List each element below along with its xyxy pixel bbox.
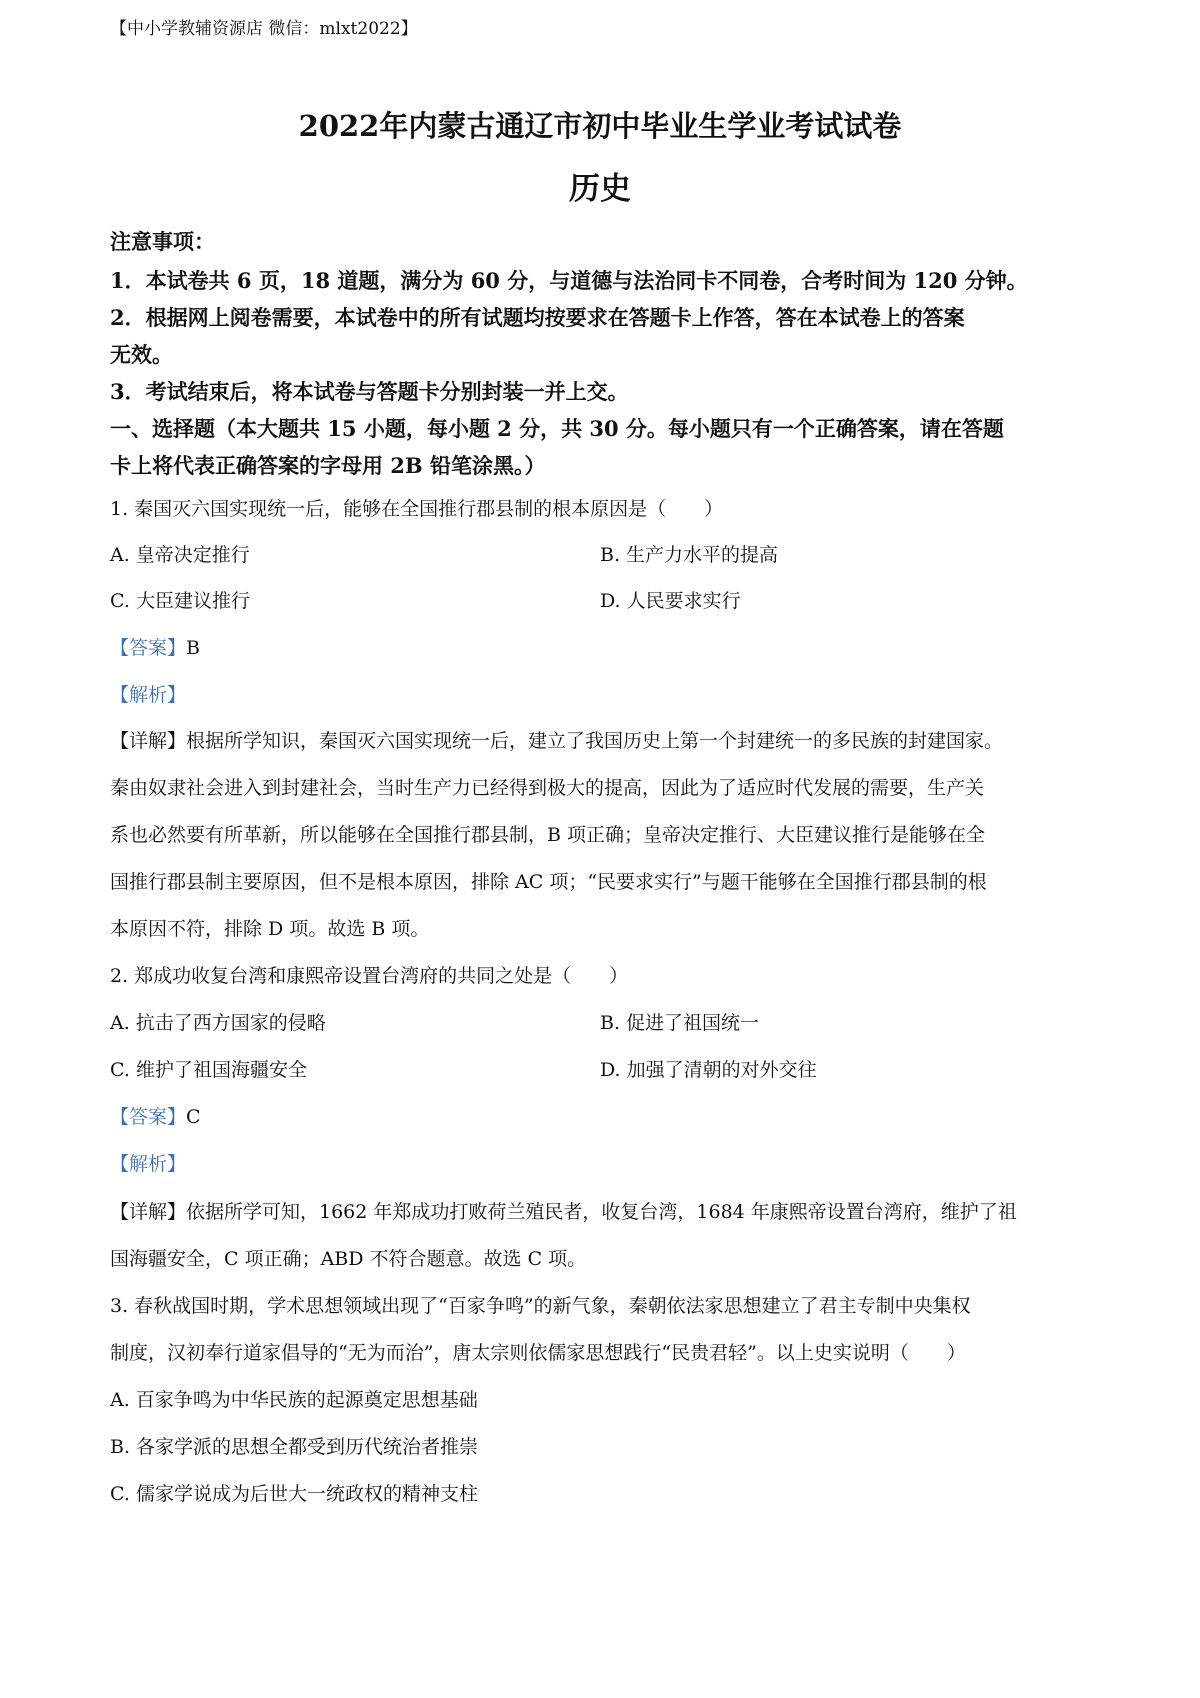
- question-1-option-d: D. 人民要求实行: [600, 590, 741, 612]
- question-2-answer: [110, 1102, 1095, 1129]
- question-2-option-b: B. 促进了祖国统一: [600, 1012, 760, 1034]
- notice-item-2-cont: 无效。: [110, 342, 173, 367]
- question-1-detail: 秦由奴隶社会进入到封建社会，当时生产力已经得到极大的提高，因此为了适应时代发展的需要，生产关: [110, 777, 985, 799]
- question-3-stem: 3. 春秋战国时期，学术思想领域出现了“百家争鸣”的新气象，秦朝依法家思想建立了君主专制中央集权: [110, 1295, 971, 1317]
- question-3-option-c: C. 儒家学说成为后世大一统政权的精神支柱: [110, 1483, 478, 1505]
- question-1-detail: 【详解】根据所学知识，秦国灭六国实现统一后，建立了我国历史上第一个封建统一的多民族的封建国家。: [110, 730, 1004, 752]
- watermark-text: 【中小学教辅资源店 微信：mlxt2022】: [110, 19, 418, 39]
- question-1-detail: 系也必然要有所革新，所以能够在全国推行郡县制，B 项正确；皇帝决定推行、大臣建议推行是能够在全: [110, 824, 986, 846]
- notice-item-3: 3．考试结束后，将本试卷与答题卡分别封装一并上交。: [110, 379, 629, 404]
- section-heading: 一、选择题（本大题共 15 小题，每小题 2 分，共 30 分。每小题只有一个正确答案，请在答题: [110, 416, 1004, 441]
- question-2-detail: 【详解】依据所学可知，1662 年郑成功打败荷兰殖民者，收复台湾，1684 年康熙帝设置台湾府，维护了祖: [110, 1201, 1017, 1223]
- answer-value: B: [186, 637, 200, 659]
- question-1-option-a: A. 皇帝决定推行: [110, 544, 250, 566]
- question-2-option-d: D. 加强了清朝的对外交往: [600, 1059, 817, 1081]
- question-1-answer: [110, 633, 1095, 660]
- subject-title: 历史: [569, 171, 631, 207]
- question-1-option-c: C. 大臣建议推行: [110, 590, 250, 612]
- notice-item-2: 2．根据网上阅卷需要，本试卷中的所有试题均按要求在答题卡上作答，答在本试卷上的答案: [110, 305, 965, 330]
- question-2-analysis-tag: 【解析】: [110, 1153, 187, 1175]
- answer-tag: 【答案】: [110, 637, 187, 659]
- question-3-option-a: A. 百家争鸣为中华民族的起源奠定思想基础: [110, 1389, 478, 1411]
- notice-item-1: 1．本试卷共 6 页，18 道题，满分为 60 分，与道德与法治同卡不同卷，合考时间为 120 分钟。: [110, 268, 1028, 293]
- question-3-option-b: B. 各家学派的思想全都受到历代统治者推崇: [110, 1436, 479, 1458]
- question-1-analysis-tag: 【解析】: [110, 684, 187, 706]
- question-2-option-c: C. 维护了祖国海疆安全: [110, 1059, 307, 1081]
- question-2-option-a: A. 抗击了西方国家的侵略: [110, 1012, 326, 1034]
- question-1-option-b: B. 生产力水平的提高: [600, 544, 779, 566]
- answer-tag: 【答案】: [110, 1106, 187, 1128]
- notice-heading: 注意事项：: [110, 229, 215, 254]
- question-3-stem-cont: 制度，汉初奉行道家倡导的“无为而治”，唐太宗则依儒家思想践行“民贵君轻”。以上史实说明（ ）: [110, 1342, 966, 1364]
- question-1-detail: 本原因不符，排除 D 项。故选 B 项。: [110, 918, 430, 940]
- question-1-detail: 国推行郡县制主要原因，但不是根本原因，排除 AC 项；“民要求实行”与题干能够在全国推行郡县制的根: [110, 871, 987, 893]
- exam-title: 2022年内蒙古通辽市初中毕业生学业考试试卷: [298, 109, 902, 143]
- question-2-detail: 国海疆安全，C 项正确；ABD 不符合题意。故选 C 项。: [110, 1248, 587, 1270]
- answer-value: C: [186, 1106, 201, 1128]
- question-1-stem: 1. 秦国灭六国实现统一后，能够在全国推行郡县制的根本原因是（ ）: [110, 498, 724, 520]
- question-2-stem: 2. 郑成功收复台湾和康熙帝设置台湾府的共同之处是（ ）: [110, 965, 629, 987]
- section-heading-cont: 卡上将代表正确答案的字母用 2B 铅笔涂黑。）: [110, 453, 546, 478]
